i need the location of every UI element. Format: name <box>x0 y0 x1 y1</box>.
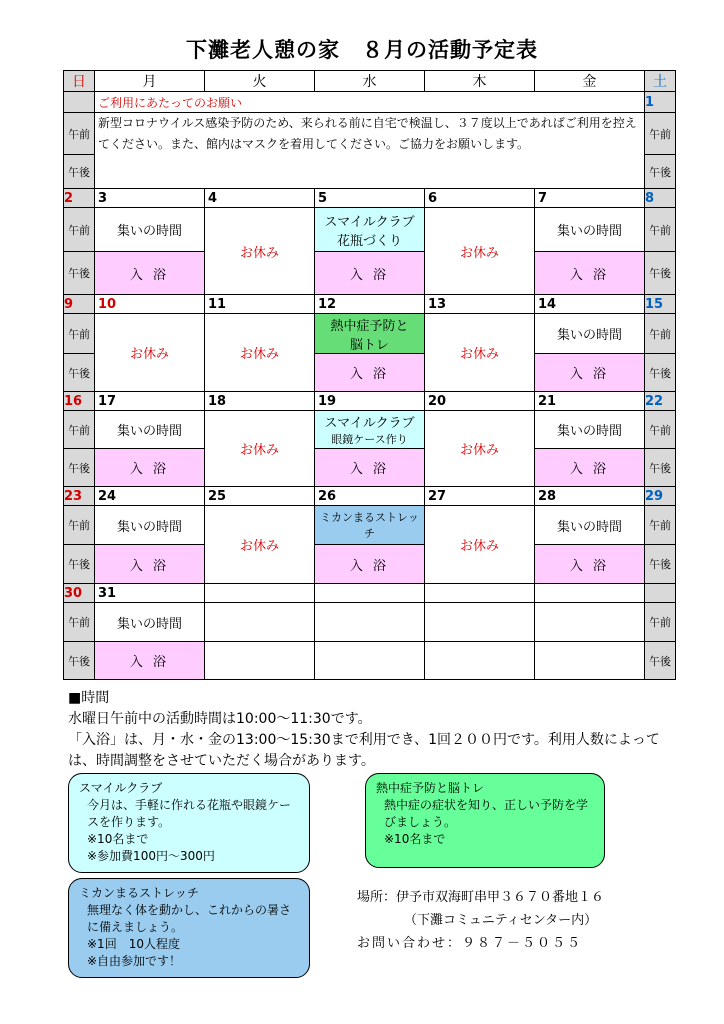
smile-club-label: スマイルクラブ <box>324 416 415 431</box>
heat-box-line: 熱中症の症状を知り、正しい予防を学びましょう。 <box>384 798 589 829</box>
empty-cell <box>315 642 425 680</box>
am-label: 午前 <box>645 411 676 449</box>
date-20: 20 <box>425 392 535 411</box>
bath-cell: 入 浴 <box>95 449 205 487</box>
date-11: 11 <box>205 295 315 314</box>
week5-pm-row <box>64 545 676 584</box>
pm-label: 午後 <box>64 354 95 392</box>
weekday-header-row <box>64 71 676 92</box>
heat-sub: 脳トレ <box>349 337 389 353</box>
smile-club-sub: 眼鏡ケース作り <box>331 433 408 446</box>
bath-cell: 入 浴 <box>315 449 425 487</box>
gathering-cell: 集いの時間 <box>95 411 205 449</box>
empty-cell <box>205 603 315 642</box>
gathering-cell: 集いの時間 <box>535 208 645 252</box>
am-label: 午前 <box>645 506 676 545</box>
am-label: 午前 <box>64 411 95 449</box>
pm-label: 午後 <box>645 155 676 189</box>
smile-club-sub: 花瓶づくり <box>336 233 402 249</box>
smile-box-line: ※10名まで <box>87 832 149 846</box>
info-text <box>68 709 668 772</box>
info-heading: ■時間 <box>68 690 110 706</box>
weekday-sat: 土 <box>645 71 676 92</box>
empty-cell <box>535 642 645 680</box>
date-3: 3 <box>95 189 205 208</box>
date-9: 9 <box>64 295 95 314</box>
bath-cell: 入 浴 <box>95 642 205 680</box>
empty-cell <box>315 584 425 603</box>
date-24: 24 <box>95 487 205 506</box>
heat-box-line: ※10名まで <box>384 832 446 846</box>
heat-prevention-box <box>365 773 605 868</box>
gathering-cell: 集いの時間 <box>535 411 645 449</box>
smile-box-line: 今月は、手軽に作れる花瓶や眼鏡ケースを作ります。 <box>87 798 292 829</box>
bath-cell: 入 浴 <box>95 545 205 584</box>
weekday-sun: 日 <box>64 71 95 92</box>
date-14: 14 <box>535 295 645 314</box>
smile-club-label: スマイルクラブ <box>324 214 415 230</box>
heat-box-title: 熱中症予防と脳トレ <box>376 781 485 795</box>
week5-date-row <box>64 487 676 506</box>
side-empty <box>645 584 676 603</box>
bath-cell: 入 浴 <box>535 449 645 487</box>
date-18: 18 <box>205 392 315 411</box>
mikan-box-line: ※1回 10人程度 <box>87 937 180 951</box>
smile-box-title: スマイルクラブ <box>79 781 163 795</box>
rest-cell: お休み <box>95 314 205 392</box>
date-12: 12 <box>315 295 425 314</box>
rest-cell: お休み <box>205 411 315 487</box>
date-26: 26 <box>315 487 425 506</box>
bath-cell: 入 浴 <box>535 354 645 392</box>
bath-cell: 入 浴 <box>315 545 425 584</box>
empty-cell <box>425 642 535 680</box>
am-label: 午前 <box>64 113 95 155</box>
gathering-cell: 集いの時間 <box>95 603 205 642</box>
rest-cell: お休み <box>205 506 315 584</box>
rest-cell: お休み <box>205 208 315 295</box>
gathering-cell: 集いの時間 <box>535 506 645 545</box>
week4-date-row <box>64 392 676 411</box>
date-21: 21 <box>535 392 645 411</box>
mikan-box-title: ミカンまるストレッチ <box>79 886 199 900</box>
smile-box-line: ※参加費100円～300円 <box>87 849 215 863</box>
week2-date-row <box>64 189 676 208</box>
pm-label: 午後 <box>645 252 676 295</box>
empty-cell <box>205 584 315 603</box>
date-6: 6 <box>425 189 535 208</box>
date-19: 19 <box>315 392 425 411</box>
mikan-stretch-box <box>68 878 310 978</box>
venue-contact: お問い合わせ：９８７－５０５５ <box>357 936 583 951</box>
side-empty <box>64 92 95 113</box>
page-title: 下灘老人憩の家 ８月の活動予定表 <box>186 38 538 62</box>
smile-club-cell <box>315 411 425 449</box>
pm-label: 午後 <box>64 545 95 584</box>
am-label: 午前 <box>645 208 676 252</box>
rest-cell: お休み <box>425 314 535 392</box>
rest-cell: お休み <box>425 411 535 487</box>
week4-am-row <box>64 411 676 449</box>
weekday-wed: 水 <box>315 71 425 92</box>
notice-title: ご利用にあたってのお願い <box>95 92 645 113</box>
pm-label: 午後 <box>645 545 676 584</box>
week3-am-row <box>64 314 676 354</box>
am-label: 午前 <box>645 314 676 354</box>
pm-label: 午後 <box>64 449 95 487</box>
date-22: 22 <box>645 392 676 411</box>
venue-place: 場所：伊予市双海町串甲３６７０番地１６ <box>357 890 605 905</box>
am-label: 午前 <box>64 314 95 354</box>
gathering-cell: 集いの時間 <box>95 506 205 545</box>
date-15: 15 <box>645 295 676 314</box>
mikan-stretch-cell: ミカンまるストレッチ <box>315 506 425 545</box>
heat-prevention-cell <box>315 314 425 354</box>
date-30: 30 <box>64 584 95 603</box>
week2-am-row <box>64 208 676 252</box>
bath-cell: 入 浴 <box>315 354 425 392</box>
gathering-cell: 集いの時間 <box>535 314 645 354</box>
bath-cell: 入 浴 <box>95 252 205 295</box>
week6-date-row <box>64 584 676 603</box>
am-label: 午前 <box>64 603 95 642</box>
date-7: 7 <box>535 189 645 208</box>
smile-club-box <box>68 773 310 873</box>
info-line-2: 「入浴」は、月・水・金の13:00～15:30まで利用でき、1回２００円です。利用人数によっては、時間調整をさせていただく場合があります。 <box>68 732 660 769</box>
date-2: 2 <box>64 189 95 208</box>
pm-label: 午後 <box>64 642 95 680</box>
gathering-cell: 集いの時間 <box>95 208 205 252</box>
empty-cell <box>425 603 535 642</box>
empty-cell <box>535 603 645 642</box>
am-label: 午前 <box>64 506 95 545</box>
date-8: 8 <box>645 189 676 208</box>
week6-am-row <box>64 603 676 642</box>
date-17: 17 <box>95 392 205 411</box>
week4-pm-row <box>64 449 676 487</box>
week6-pm-row <box>64 642 676 680</box>
date-27: 27 <box>425 487 535 506</box>
pm-label: 午後 <box>645 354 676 392</box>
date-28: 28 <box>535 487 645 506</box>
empty-cell <box>425 584 535 603</box>
pm-label: 午後 <box>64 252 95 295</box>
date-16: 16 <box>64 392 95 411</box>
date-23: 23 <box>64 487 95 506</box>
pm-label: 午後 <box>645 642 676 680</box>
venue-sub: （下灘コミュニティセンター内） <box>404 913 598 928</box>
empty-cell <box>535 584 645 603</box>
rest-cell: お休み <box>205 314 315 392</box>
week1-date-row <box>64 92 676 113</box>
date-1: 1 <box>645 92 676 113</box>
mikan-box-line: ※自由参加です！ <box>87 954 182 968</box>
week2-pm-row <box>64 252 676 295</box>
weekday-thu: 木 <box>425 71 535 92</box>
rest-cell: お休み <box>425 506 535 584</box>
venue-info <box>357 886 604 955</box>
bath-cell: 入 浴 <box>315 252 425 295</box>
date-13: 13 <box>425 295 535 314</box>
pm-label: 午後 <box>64 155 95 189</box>
bath-cell: 入 浴 <box>535 252 645 295</box>
mikan-box-line: 無理なく体を動かし、これからの暑さに備えましょう。 <box>87 903 292 934</box>
smile-club-cell <box>315 208 425 252</box>
bath-cell: 入 浴 <box>535 545 645 584</box>
am-label: 午前 <box>64 208 95 252</box>
date-25: 25 <box>205 487 315 506</box>
date-29: 29 <box>645 487 676 506</box>
week1-am-row <box>64 113 676 155</box>
date-10: 10 <box>95 295 205 314</box>
date-5: 5 <box>315 189 425 208</box>
empty-cell <box>205 642 315 680</box>
am-label: 午前 <box>645 603 676 642</box>
weekday-tue: 火 <box>205 71 315 92</box>
am-label: 午前 <box>645 113 676 155</box>
weekday-fri: 金 <box>535 71 645 92</box>
heat-label: 熱中症予防と <box>330 318 409 334</box>
calendar-table <box>63 70 676 680</box>
rest-cell: お休み <box>425 208 535 295</box>
info-line-1: 水曜日午前中の活動時間は10:00～11:30です。 <box>68 711 372 727</box>
date-4: 4 <box>205 189 315 208</box>
week3-date-row <box>64 295 676 314</box>
week5-am-row <box>64 506 676 545</box>
pm-label: 午後 <box>645 449 676 487</box>
notice-body: 新型コロナウイルス感染予防のため、来られる前に自宅で検温し、３７度以上であればご利用を控えてください。また、館内はマスクを着用してください。ご協力をお願いします。 <box>95 113 645 189</box>
weekday-mon: 月 <box>95 71 205 92</box>
date-31: 31 <box>95 584 205 603</box>
empty-cell <box>315 603 425 642</box>
